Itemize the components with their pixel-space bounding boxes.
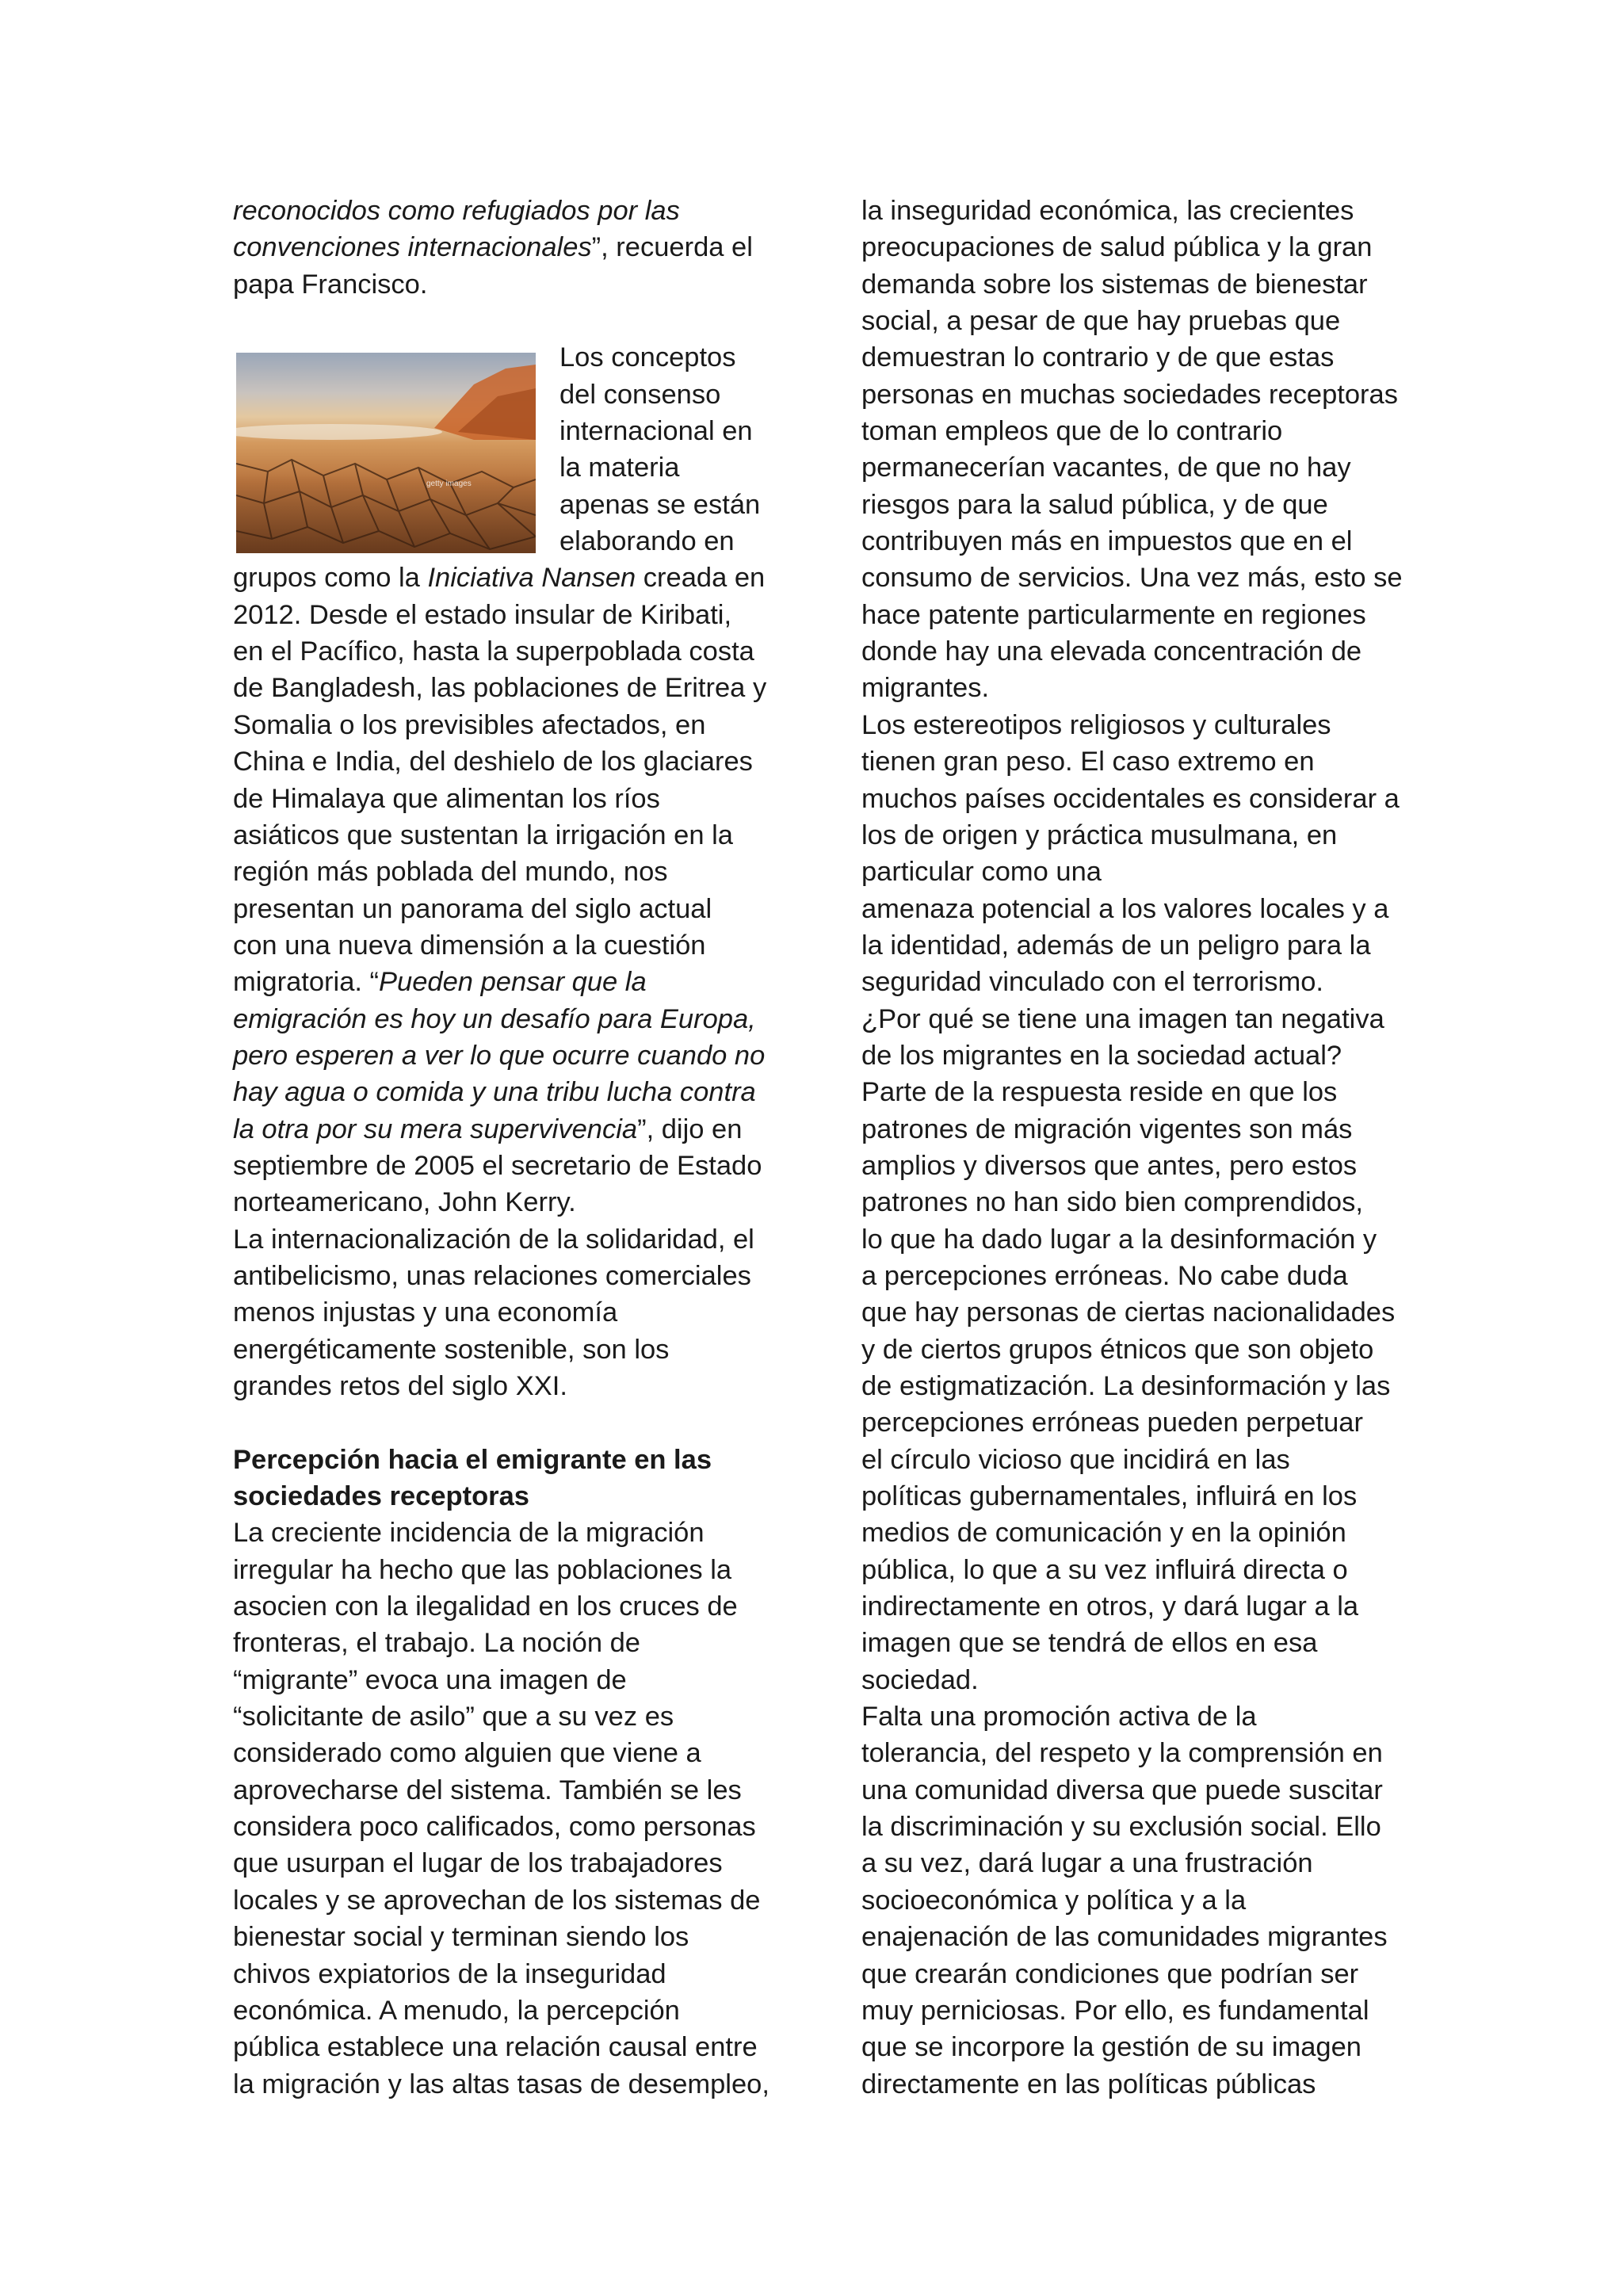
text-run: aprovecharse del sistema. También se les	[233, 1775, 742, 1805]
text-line: patrones de migración vigentes son más	[861, 1114, 1353, 1144]
text-run: creada en	[636, 563, 766, 594]
text-line: seguridad vinculado con el terrorismo.	[861, 967, 1323, 998]
text-line	[233, 1515, 780, 1551]
text-line	[233, 1809, 780, 1845]
text-line	[233, 1001, 780, 1037]
text-line	[233, 266, 780, 303]
text-run: ”, dijo en	[637, 1114, 743, 1144]
text-run: pública establece una relación causal entre	[233, 2032, 758, 2063]
section-heading-line	[233, 1478, 780, 1515]
text-run: con una nueva dimensión a la cuestión	[233, 930, 706, 961]
text-line: los de origen y práctica musulmana, en	[861, 819, 1338, 850]
text-line: que crearán condiciones que podrían ser	[861, 1958, 1359, 1989]
text-line: de los migrantes en la sociedad actual?	[861, 1040, 1342, 1071]
text-run: septiembre de 2005 el secretario de Estado	[233, 1150, 762, 1181]
text-run: bienestar social y terminan siendo los	[233, 1922, 689, 1953]
text-run: económica. A menudo, la percepción	[233, 1995, 680, 2026]
section-heading-line	[233, 1442, 780, 1478]
text-line	[233, 670, 780, 706]
text-line	[233, 1331, 780, 1368]
text-line: pública, lo que a su vez influirá directa o	[861, 1554, 1348, 1585]
text-line	[233, 1221, 780, 1258]
text-line	[233, 1368, 780, 1404]
text-line	[233, 781, 780, 817]
text-run: hay agua o comida y una tribu lucha contra	[233, 1077, 756, 1108]
text-run: norteamericano, John Kerry.	[233, 1187, 576, 1218]
text-line: imagen que se tendrá de ellos en esa	[861, 1628, 1318, 1659]
text-run: migratoria. “	[233, 967, 380, 998]
text-line: preocupaciones de salud pública y la gran	[861, 232, 1373, 263]
text-line: toman empleos que de lo contrario	[861, 416, 1283, 447]
text-line	[233, 1552, 780, 1588]
text-run: grandes retos del siglo XXI.	[233, 1371, 567, 1401]
text-line	[233, 1111, 780, 1148]
text-line: la discriminación y su exclusión social. Ello	[861, 1812, 1381, 1843]
text-line	[233, 1588, 780, 1625]
text-line: una comunidad diversa que puede suscitar	[861, 1775, 1383, 1805]
text-line: muchos países occidentales es considerar a	[861, 783, 1400, 814]
text-line	[233, 854, 780, 890]
text-line: sociedad.	[861, 1664, 979, 1695]
text-run: de Bangladesh, las poblaciones de Eritrea y	[233, 673, 767, 704]
text-line: el círculo vicioso que incidirá en las	[861, 1444, 1290, 1475]
text-line: Los estereotipos religiosos y culturales	[861, 709, 1331, 740]
text-line: del consenso	[559, 379, 721, 410]
text-line	[233, 707, 780, 743]
text-line	[233, 891, 780, 927]
text-line: que hay personas de ciertas nacionalidades	[861, 1297, 1396, 1328]
text-line: Los conceptos	[559, 342, 736, 373]
text-line	[233, 229, 780, 266]
text-run: considera poco calificados, como personas	[233, 1812, 756, 1843]
left-column	[233, 193, 780, 2103]
text-run: en el Pacífico, hasta la superpoblada costa	[233, 636, 754, 667]
text-line: contribuyen más en impuestos que en el	[861, 526, 1353, 557]
text-line	[233, 597, 780, 633]
text-run: menos injustas y una economía	[233, 1297, 618, 1328]
right-column	[861, 193, 1403, 2103]
text-line: hace patente particularmente en regiones	[861, 599, 1366, 630]
text-run: la otra por su mera supervivencia	[233, 1114, 638, 1144]
text-run: convenciones internacionales	[233, 232, 592, 263]
text-beside-image	[233, 339, 780, 560]
text-line: consumo de servicios. Una vez más, esto se	[861, 563, 1403, 594]
text-line	[233, 1845, 780, 1881]
text-run: “solicitante de asilo” que a su vez es	[233, 1702, 674, 1733]
text-run: irregular ha hecho que las poblaciones la	[233, 1554, 732, 1585]
text-run: considerado como alguien que viene a	[233, 1738, 701, 1769]
text-run: sociedades receptoras	[233, 1481, 529, 1512]
text-line	[233, 1184, 780, 1221]
text-line: muy perniciosas. Por ello, es fundamental	[861, 1995, 1369, 2026]
text-run: Percepción hacia el emigrante en las	[233, 1444, 712, 1475]
text-line: particular como una	[861, 857, 1102, 888]
text-line	[233, 1625, 780, 1661]
text-run: pero esperen a ver lo que ocurre cuando no	[233, 1040, 766, 1071]
text-line	[233, 1294, 780, 1331]
text-line	[233, 1037, 780, 1074]
text-run: Pueden pensar que la	[379, 967, 647, 998]
text-line: socioeconómica y política y a la	[861, 1885, 1247, 1916]
paragraph-gap	[233, 1404, 780, 1441]
text-line	[233, 1772, 780, 1809]
text-run: asocien con la ilegalidad en los cruces de	[233, 1591, 738, 1622]
getty-watermark: getty images	[426, 479, 472, 488]
text-line: lo que ha dado lugar a la desinformación y	[861, 1224, 1377, 1255]
text-line: políticas gubernamentales, influirá en los	[861, 1481, 1358, 1512]
text-line: personas en muchas sociedades receptoras	[861, 379, 1398, 410]
text-line	[233, 633, 780, 670]
text-line	[233, 743, 780, 780]
text-run: fronteras, el trabajo. La noción de	[233, 1628, 640, 1659]
left-body-lines	[233, 560, 780, 2102]
text-line	[233, 1956, 780, 1992]
text-line: y de ciertos grupos étnicos que son objeto	[861, 1334, 1374, 1365]
text-run: grupos como la	[233, 563, 428, 594]
text-line	[233, 1258, 780, 1294]
text-line	[233, 1735, 780, 1771]
text-line: apenas se están	[559, 489, 761, 520]
text-line: riesgos para la salud pública, y de que	[861, 489, 1328, 520]
text-line: indirectamente en otros, y dará lugar a la	[861, 1591, 1359, 1622]
text-line	[233, 2029, 780, 2065]
paragraph-gap	[233, 303, 780, 339]
text-run: “migrante” evoca una imagen de	[233, 1664, 627, 1695]
right-body-lines	[861, 193, 1403, 2103]
text-run: región más poblada del mundo, nos	[233, 857, 668, 888]
text-line	[233, 964, 780, 1000]
text-line: ¿Por qué se tiene una imagen tan negativa	[861, 1003, 1384, 1034]
text-line	[233, 1882, 780, 1919]
text-line: permanecerían vacantes, de que no hay	[861, 453, 1351, 483]
text-run: ”, recuerda el	[591, 232, 753, 263]
text-line	[233, 1662, 780, 1698]
text-line	[233, 927, 780, 964]
text-line	[233, 560, 780, 596]
text-line	[233, 1148, 780, 1184]
text-line: tienen gran peso. El caso extremo en	[861, 747, 1315, 777]
text-run: emigración es hoy un desafío para Europa,	[233, 1003, 756, 1034]
text-line: Falta una promoción activa de la	[861, 1702, 1257, 1733]
text-line: a su vez, dará lugar a una frustración	[861, 1848, 1313, 1879]
text-line: social, a pesar de que hay pruebas que	[861, 306, 1341, 337]
text-line: demanda sobre los sistemas de bienestar	[861, 269, 1368, 300]
text-run: chivos expiatorios de la inseguridad	[233, 1958, 666, 1989]
text-line: de estigmatización. La desinformación y las	[861, 1371, 1391, 1401]
text-line: internacional en	[559, 416, 753, 447]
left-top-lines	[233, 193, 780, 303]
text-run: locales y se aprovechan de los sistemas de	[233, 1885, 761, 1916]
text-run: asiáticos que sustentan la irrigación en la	[233, 819, 733, 850]
text-run: reconocidos como refugiados por las	[233, 196, 680, 226]
text-line: migrantes.	[861, 673, 990, 704]
text-line: donde hay una elevada concentración de	[861, 636, 1362, 667]
text-run: energéticamente sostenible, son los	[233, 1334, 670, 1365]
text-line: la identidad, además de un peligro para la	[861, 930, 1371, 961]
text-run: China e India, del deshielo de los glaciares	[233, 747, 753, 777]
text-run: antibelicismo, unas relaciones comerciales	[233, 1260, 751, 1291]
text-line: demuestran lo contrario y de que estas	[861, 342, 1335, 373]
text-run: Somalia o los previsibles afectados, en	[233, 709, 706, 740]
text-run: Iniciativa Nansen	[427, 563, 636, 594]
text-line	[233, 817, 780, 854]
text-line: la inseguridad económica, las crecientes	[861, 196, 1354, 226]
text-line: amenaza potencial a los valores locales y a	[861, 893, 1389, 924]
text-run: la migración y las altas tasas de desempleo,	[233, 2069, 769, 2099]
text-run: presentan un panorama del siglo actual	[233, 893, 712, 924]
text-run: de Himalaya que alimentan los ríos	[233, 783, 660, 814]
text-run: La creciente incidencia de la migración	[233, 1518, 705, 1549]
text-line: patrones no han sido bien comprendidos,	[861, 1187, 1363, 1218]
text-line: que se incorpore la gestión de su imagen	[861, 2032, 1361, 2063]
text-run: que usurpan el lugar de los trabajadores	[233, 1848, 723, 1879]
text-line: a percepciones erróneas. No cabe duda	[861, 1260, 1348, 1291]
text-line: la materia	[559, 453, 680, 483]
text-line	[233, 2066, 780, 2103]
text-run: papa Francisco.	[233, 269, 428, 300]
text-line: percepciones erróneas pueden perpetuar	[861, 1408, 1363, 1438]
text-line: Parte de la respuesta reside en que los	[861, 1077, 1338, 1108]
text-line	[233, 1992, 780, 2029]
text-line	[233, 193, 780, 229]
text-line: directamente en las políticas públicas	[861, 2069, 1316, 2099]
text-run: 2012. Desde el estado insular de Kiribati,	[233, 599, 732, 630]
text-line: enajenación de las comunidades migrantes	[861, 1922, 1388, 1953]
text-line: tolerancia, del respeto y la comprensión en	[861, 1738, 1383, 1769]
text-line	[233, 1919, 780, 1955]
text-line	[233, 1698, 780, 1735]
text-run: La internacionalización de la solidaridad, el	[233, 1224, 754, 1255]
text-line	[233, 1074, 780, 1110]
text-line: medios de comunicación y en la opinión	[861, 1518, 1346, 1549]
text-line: amplios y diversos que antes, pero estos	[861, 1150, 1358, 1181]
text-line: elaborando en	[559, 526, 735, 557]
